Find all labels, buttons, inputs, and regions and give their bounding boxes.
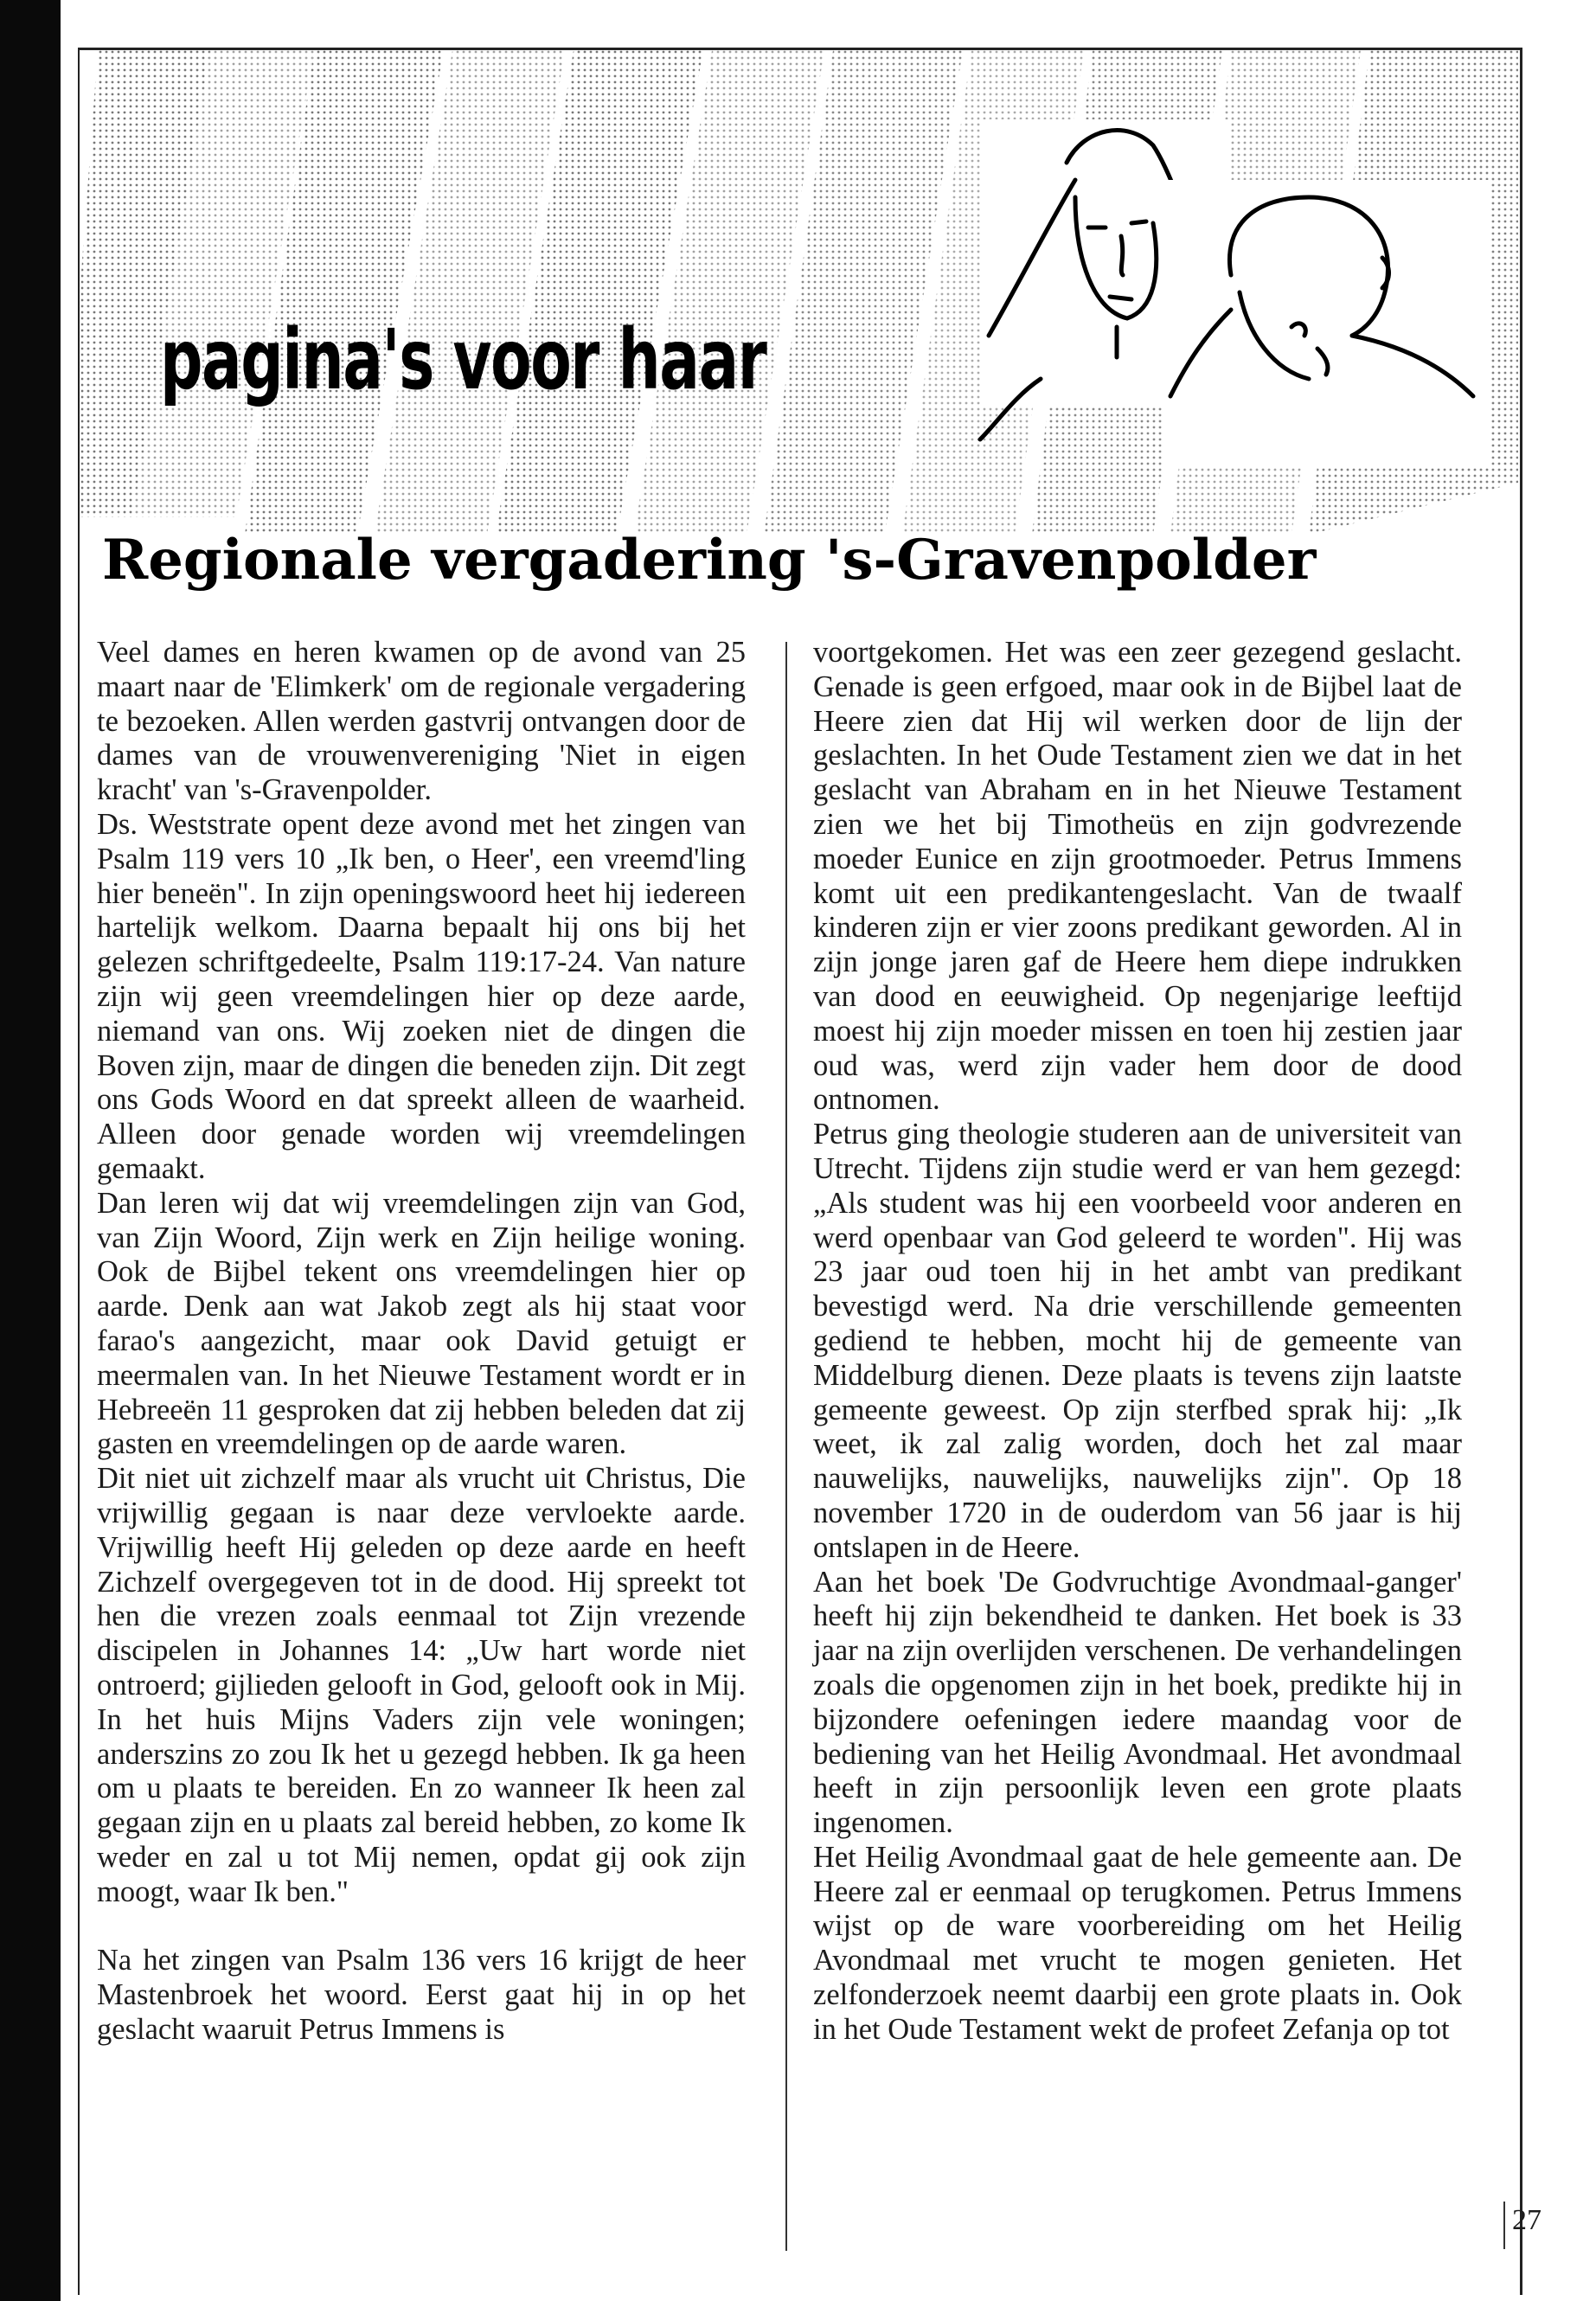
paragraph: Veel dames en heren kwamen op de avond van 25 maart naar de 'Elimkerk' om de regionale vergadering te bezoeken. Allen werden gastvrij ontvangen door de dames van de vrouwenvereniging 'Niet in eigen kracht' van 's-Gravenpolder.: [97, 636, 746, 807]
page-number: 27: [1512, 2204, 1542, 2236]
paragraph: Dit niet uit zichzelf maar als vrucht uit Christus, Die vrijwillig gegaan is naar deze vervloekte aarde. Vrijwillig heeft Hij geleden op deze aarde en heeft Zichzelf overgegeven tot in de dood. Hij spreekt tot hen die vrezen zoals eenmaal tot Zijn vrezende discipelen in Johannes 14: „Uw hart worde niet ontroerd; gijlieden gelooft in God, gelooft ook in Mij. In het huis Mijns Vaders zijn vele woningen; anderszins zo zou Ik het u gezegd hebben. Ik ga heen om u plaats te bereiden. En zo wanneer Ik heen zal gegaan zijn en u plaats zal bereid hebben, zo kome Ik weder en zal u tot Mij nemen, opdat gij ook zijn moogt, waar Ik ben.": [97, 1462, 746, 1908]
paragraph: Aan het boek 'De Godvruchtige Avondmaal-ganger' heeft hij zijn bekendheid te danken. Het boek is 33 jaar na zijn overlijden verschenen. De verhandelingen zoals die opgenomen zijn in het boek, predikte hij in bijzondere oefeningen iedere maandag voor de bediening van het Heilig Avondmaal. Het avondmaal heeft in zijn persoonlijk leven een grote plaats ingenomen.: [813, 1565, 1462, 1840]
second-woman-drawing: [1162, 180, 1490, 465]
article-column-right: [813, 636, 1462, 2048]
article-column-left: [97, 636, 746, 2048]
section-label: pagina's voor haar: [160, 311, 766, 408]
page-number-rule: [1503, 2202, 1505, 2249]
paragraph: Het Heilig Avondmaal gaat de hele gemeente aan. De Heere zal er eenmaal op terugkomen. Petrus Immens wijst op de ware voorbereiding om het Heilig Avondmaal met vrucht te mogen genieten. Het zelfonderzoek neemt daarbij een grote plaats in. Ook in het Oude Testament wekt de profeet Zefanja op tot: [813, 1840, 1462, 2046]
paragraph: voortgekomen. Het was een zeer gezegend geslacht. Genade is geen erfgoed, maar ook in de Bijbel laat de Heere zien dat Hij wil werken door de lijn der geslachten. In het Oude Testament zien we dat in het geslacht van Abraham en in het Nieuwe Testament zien we het bij Timotheüs en zijn godvrezende moeder Eunice en zijn grootmoeder. Petrus Immens komt uit een predikantengeslacht. Van de twaalf kinderen zijn er vier zoons predikant geworden. Al in zijn jonge jaren gaf de Heere hem diepe indrukken van dood en eeuwigheid. Op negenjarige leeftijd moest hij zijn moeder missen en toen hij zestien jaar oud was, werd zijn vader hem door de dood ontnomen.: [813, 636, 1462, 1117]
header-illustration: [80, 50, 1518, 535]
column-divider: [785, 642, 787, 2251]
header-banner: [80, 50, 1518, 535]
article-headline: Regionale vergadering 's-Gravenpolder: [102, 528, 1317, 593]
paragraph: Dan leren wij dat wij vreemdelingen zijn van God, van Zijn Woord, Zijn werk en Zijn heilige woning. Ook de Bijbel tekent ons vreemdelingen hier op aarde. Denk aan wat Jakob zegt als hij staat voor farao's aangezicht, maar ook David getuigt er meermalen van. In het Nieuwe Testament wordt er in Hebreeën 11 gesproken dat zij hebben beleden dat zij gasten en vreemdelingen op de aarde waren.: [97, 1186, 746, 1461]
scan-left-edge: [0, 0, 61, 2301]
paragraph: Petrus ging theologie studeren aan de universiteit van Utrecht. Tijdens zijn studie werd er van hem gezegd: „Als student was hij een voorbeeld voor anderen en werd openbaar van God geleerd te worden". Hij was 23 jaar oud toen hij in het ambt van predikant bevestigd werd. Na drie verschillende gemeenten gediend te hebben, mocht hij de gemeente van Middelburg dienen. Deze plaats is tevens zijn laatste gemeente geweest. Op zijn sterfbed sprak hij: „Ik weet, ik zal zalig worden, doch het zal maar nauwelijks, nauwelijks, nauwelijks zijn". Op 18 november 1720 in de ouderdom van 56 jaar is hij ontslapen in de Heere.: [813, 1118, 1462, 1564]
paragraph: Ds. Weststrate opent deze avond met het zingen van Psalm 119 vers 10 „Ik ben, o Heer', een vreemd'ling hier beneën". In zijn openingswoord heet hij iedereen hartelijk welkom. Daarna bepaalt hij ons bij het gelezen schriftgedeelte, Psalm 119:17-24. Van nature zijn wij geen vreemdelingen hier op deze aarde, niemand van ons. Wij zoeken niet de dingen die Boven zijn, maar de dingen die beneden zijn. Dit zegt ons Gods Woord en dat spreekt alleen de waarheid. Alleen door genade worden wij vreemdelingen gemaakt.: [97, 807, 746, 1185]
paragraph: Na het zingen van Psalm 136 vers 16 krijgt de heer Mastenbroek het woord. Eerst gaat hij in op het geslacht waaruit Petrus Immens is: [97, 1944, 746, 2047]
